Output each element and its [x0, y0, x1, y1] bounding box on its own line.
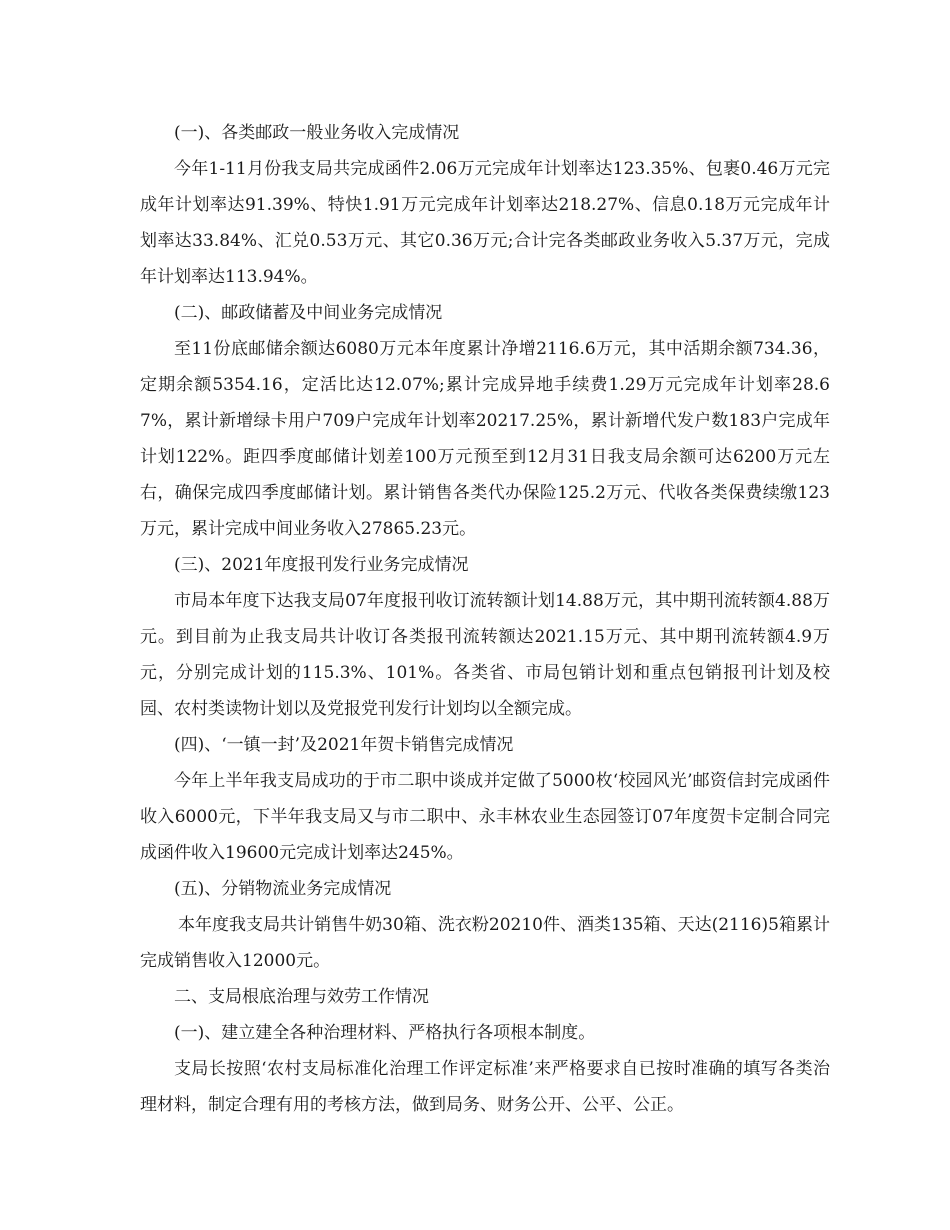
section-heading-logistics: (五)、分销物流业务完成情况	[174, 879, 392, 899]
paragraph-materials: 支局长按照‘农村支局标准化治理工作评定标准’来严格要求自已按时准确的填写各类治理材料，制定合理有用的考核方法，做到局务、财务公开、公平、公正。	[140, 1059, 830, 1115]
section-heading-savings: (二)、邮政储蓄及中间业务完成情况	[174, 303, 443, 323]
section-heading-management: 二、支局根底治理与效劳工作情况	[174, 987, 429, 1007]
paragraph-logistics: 本年度我支局共计销售牛奶30箱、洗衣粉20210件、酒类135箱、天达(2116)5箱累计完成销售收入12000元。	[140, 915, 830, 971]
section-heading-postal-revenue: (一)、各类邮政一般业务收入完成情况	[174, 123, 460, 143]
paragraph-savings: 至11份底邮储余额达6080万元本年度累计净增2116.6万元，其中活期余额734.36，定期余额5354.16，定活比达12.07%;累计完成异地手续费1.29万元完成年计划率28.67%，累计新增绿卡用户709户完成年计划率20217.25%，累计新增代发户数183户完成年计划122%。距四季度邮储计划差100万元预至到12月31日我支局余额可达6200万元左右，确保完成四季度邮储计划。累计销售各类代办保险125.2万元、代收各类保费续缴123万元，累计完成中间业务收入27865.23元。	[140, 339, 830, 539]
paragraph-newspaper: 市局本年度下达我支局07年度报刊收订流转额计划14.88万元，其中期刊流转额4.88万元。到目前为止我支局共计收订各类报刊流转额达2021.15万元、其中期刊流转额4.9万元，分别完成计划的115.3%、101%。各类省、市局包销计划和重点包销报刊计划及校园、农村类读物计划以及党报党刊发行计划均以全额完成。	[140, 591, 830, 719]
section-heading-materials: (一)、建立建全各种治理材料、严格执行各项根本制度。	[174, 1023, 596, 1043]
section-heading-greeting-cards: (四)、‘一镇一封’及2021年贺卡销售完成情况	[174, 735, 514, 755]
paragraph-greeting-cards: 今年上半年我支局成功的于市二职中谈成并定做了5000枚‘校园风光’邮资信封完成函件收入6000元，下半年我支局又与市二职中、永丰林农业生态园签订07年度贺卡定制合同完成函件收入19600元完成计划率达245%。	[140, 771, 830, 863]
section-heading-newspaper: (三)、2021年度报刊发行业务完成情况	[174, 555, 469, 575]
paragraph-postal-revenue: 今年1-11月份我支局共完成函件2.06万元完成年计划率达123.35%、包裹0.46万元完成年计划率达91.39%、特快1.91万元完成年计划率达218.27%、信息0.18万元完成年计划率达33.84%、汇兑0.53万元、其它0.36万元;合计完各类邮政业务收入5.37万元，完成年计划率达113.94%。	[140, 159, 830, 287]
document-page	[140, 115, 830, 1123]
